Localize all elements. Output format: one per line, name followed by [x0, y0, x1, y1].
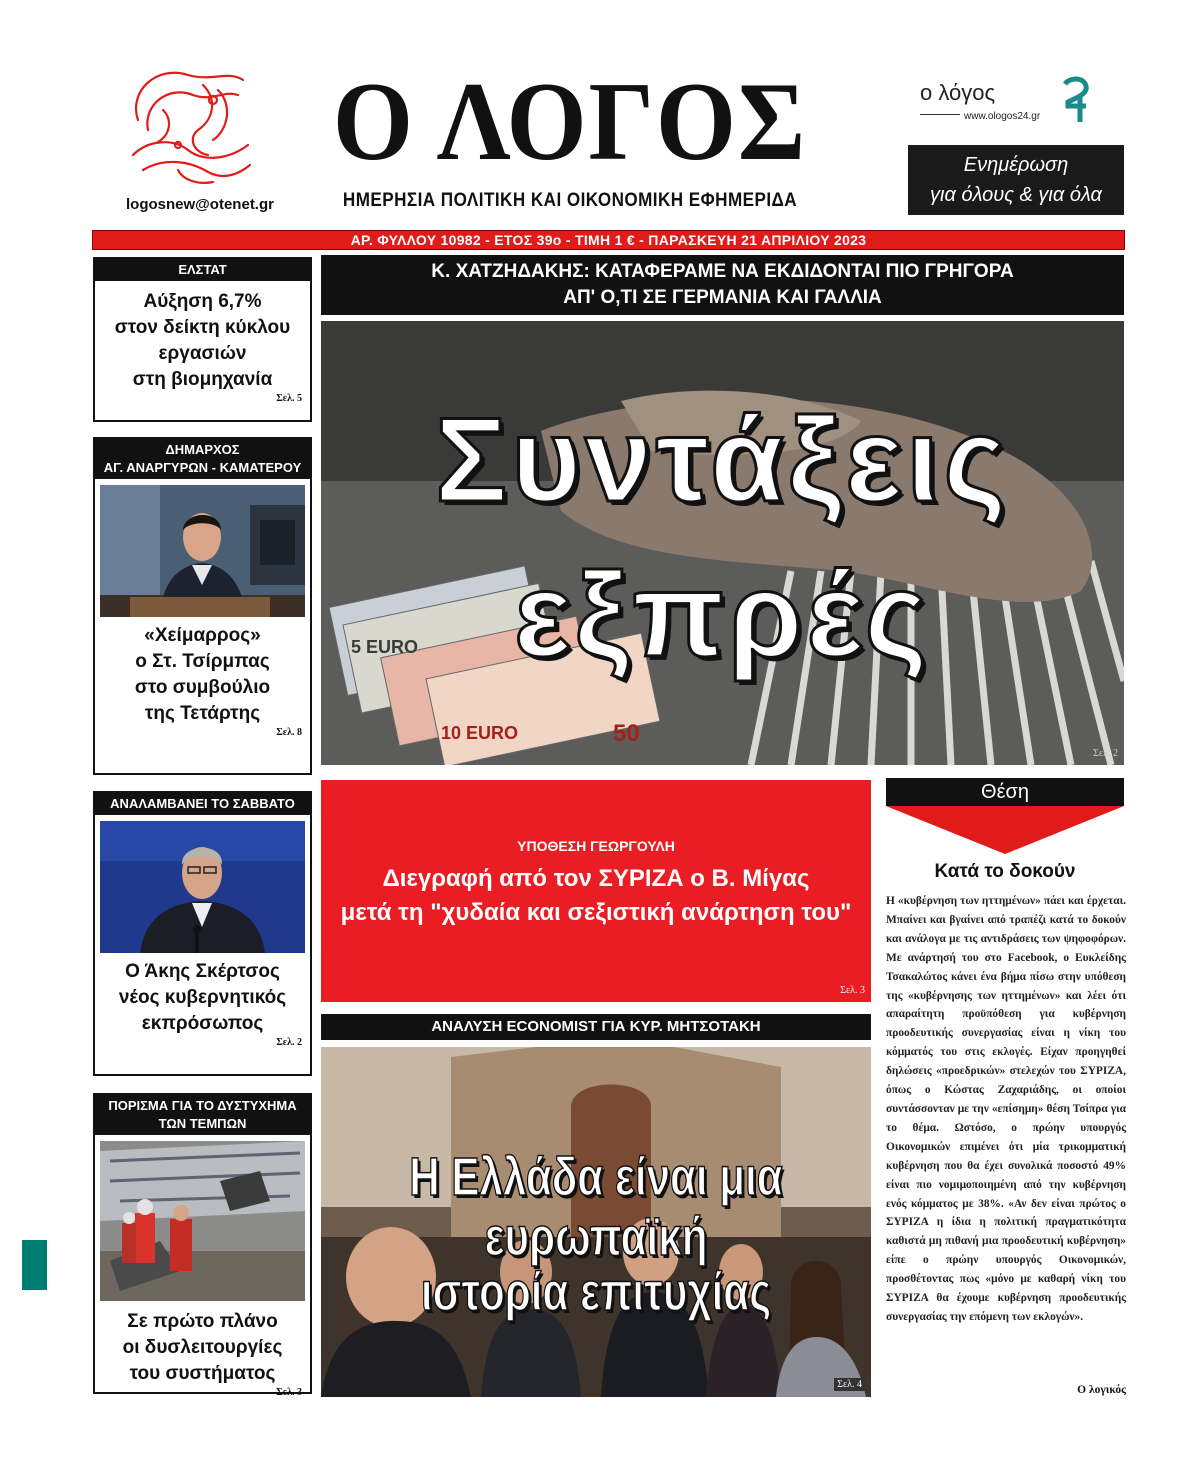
red-story-georgoulis[interactable] — [321, 780, 871, 1002]
spokesman-photo — [100, 821, 305, 953]
economist-story[interactable] — [321, 1047, 871, 1397]
tagline-line-1: Ενημέρωση — [963, 154, 1069, 176]
sidebar-story-text — [95, 959, 310, 1037]
sidebar-story-head — [95, 439, 310, 479]
sidebar-head-line: ΑΓ. ΑΝΑΡΓΥΡΩΝ - ΚΑΜΑΤΕΡΟΥ — [103, 460, 302, 475]
mayor-photo — [100, 485, 305, 617]
ologos24-mark-icon — [1062, 76, 1090, 124]
sidebar-text-line: του συστήματος — [129, 1363, 276, 1384]
ologos24-name: ο λόγος — [920, 80, 996, 105]
sidebar-story-head — [95, 793, 310, 815]
sidebar-page-ref: Σελ. 3 — [276, 1387, 302, 1398]
opinion-author: Ο λογικός — [1077, 1384, 1126, 1396]
sidebar-head-line: ΑΝΑΛΑΜΒΑΝΕΙ ΤΟ ΣΑΒΒΑΤΟ — [110, 796, 295, 811]
sidebar-head-line: ΠΟΡΙΣΜΑ ΓΙΑ ΤΟ ΔΥΣΤΥΧΗΜΑ — [108, 1098, 297, 1113]
logo-illustration — [118, 60, 258, 190]
opinion-arrow-icon — [886, 806, 1124, 854]
ologos24-url[interactable]: www.ologos24.gr — [964, 111, 1041, 122]
banknote-label: 10 EURO — [441, 723, 519, 743]
red-story-headline — [321, 862, 871, 930]
ologos24-brand[interactable] — [920, 80, 1120, 124]
red-story-page-ref: Σελ. 3 — [840, 985, 865, 996]
opinion-section-label: Θέση — [886, 778, 1124, 806]
sidebar-text-line: της Τετάρτης — [144, 703, 261, 724]
sidebar-text-line: νέος κυβερνητικός — [118, 987, 287, 1008]
masthead-email[interactable]: logosnew@otenet.gr — [126, 196, 274, 213]
sidebar-text-line: Ο Άκης Σκέρτσος — [125, 961, 280, 982]
sidebar-story-tempi[interactable] — [93, 1093, 312, 1398]
sidebar-text-line: στη βιομηχανία — [132, 369, 273, 390]
color-registration-mark — [22, 1240, 47, 1290]
economist-page-ref: Σελ. 4 — [834, 1378, 865, 1391]
sidebar-page-ref: Σελ. 5 — [276, 393, 302, 404]
sidebar-text-line: οι δυσλειτουργίες — [122, 1337, 283, 1358]
sidebar-story-text — [95, 623, 310, 727]
banknote-label: 5 EURO — [351, 637, 419, 657]
economist-title-line: ιστορία επιτυχίας — [420, 1262, 772, 1322]
economist-headline-bar[interactable]: ΑΝΑΛΥΣΗ ECONOMIST ΓΙΑ ΚΥΡ. ΜΗΤΣΟΤΑΚΗ — [321, 1014, 871, 1040]
top-headline-bar[interactable] — [321, 255, 1124, 315]
sidebar-story-mayor[interactable] — [93, 437, 312, 775]
economist-title-line: Η Ελλάδα είναι μια ευρωπαϊκή — [409, 1147, 783, 1267]
sidebar-text-line: Σε πρώτο πλάνο — [127, 1311, 278, 1332]
sidebar-story-text — [95, 1309, 310, 1387]
sidebar-head-line: ΕΛΣΤΑΤ — [178, 262, 227, 277]
masthead-subtitle: ΗΜΕΡΗΣΙΑ ΠΟΛΙΤΙΚΗ ΚΑΙ ΟΙΚΟΝΟΜΙΚΗ ΕΦΗΜΕΡΙΔΑ — [342, 190, 798, 211]
sidebar-text-line: ο Στ. Τσίρμπας — [135, 651, 270, 672]
issue-info-bar: ΑΡ. ΦΥΛΛΟΥ 10982 - ΕΤΟΣ 39ο - ΤΙΜΗ 1 € - ΠΑΡΑΣΚΕΥΗ 21 ΑΠΡΙΛΙΟΥ 2023 — [92, 230, 1125, 250]
top-headline-line: Κ. ΧΑΤΖΗΔΑΚΗΣ: ΚΑΤΑΦΕΡΑΜΕ ΝΑ ΕΚΔΙΔΟΝΤΑΙ ΠΙΟ ΓΡΗΓΟΡΑ — [431, 261, 1014, 282]
opinion-body: Η «κυβέρνηση των ηττημένων» πάει και έρχεται. Μπαίνει και βγαίνει από τραπέζι κατά το δοκούν και ανάλογα με τις αντιδράσεις των ψηφοφόρων. Με ανάρτησή του στο Facebook, ο Ευκλείδης Τσακαλώτος κάνει ένα βήμα πίσω στην υπόθεση της «κυβέρνησης των ηττημένων» και λέει ότι απαραίτητη προϋπόθεση για κυβέρνηση προοδευτικής συνεργασίας είναι η νίκη του κόμματός του στις εκλογές. Είχαν προηγηθεί δηλώσεις «προεδρικών» στελεχών του ΣΥΡΙΖΑ, όπως ο Κώστας Ζαχαριάδης, οι οποίοι συντάσσονταν με την «επίσημη» θέση Τσίπρα για το θέμα. Ωστόσο, ο πρώην υπουργός Οικονομικών επιμένει ότι μία τρικομματική κυβέρνηση που θα έχει συνολικά ποσοστό 49% είναι πιο νομιμοποιημένη από την κυβέρνηση ενός κόμματος με 38%. «Αν δεν είναι πρώτος ο ΣΥΡΙΖΑ η ίδια η πολιτική πραγματικότητα καθιστά μη πιθανή μια προοδευτική κυβέρνηση» είπε ο πρώην υπουργός Οικονομικών, προσθέτοντας πως «μόνο με καθαρή νίκη του ΣΥΡΙΖΑ θα έχουμε κυβέρνηση προοδευτικής συνεργασίας την επόμενη των εκλογών». — [886, 895, 1126, 1323]
sidebar-text-line: εργασιών — [158, 343, 247, 364]
red-headline-line: μετά τη "χυδαία και σεξιστική ανάρτηση του" — [340, 899, 852, 926]
tagline-line-2: για όλους & για όλα — [930, 184, 1102, 206]
red-headline-line: Διεγραφή από τον ΣΥΡΙΖΑ ο Β. Μίγας — [382, 865, 810, 892]
sidebar-page-ref: Σελ. 2 — [276, 1037, 302, 1048]
hero-title-line: Συντάξεις — [435, 393, 1010, 527]
hero-photo — [321, 321, 1124, 765]
sidebar-text-line: εκπρόσωπος — [141, 1013, 264, 1034]
sidebar-story-elstat[interactable] — [93, 257, 312, 422]
red-story-kicker: ΥΠΟΘΕΣΗ ΓΕΩΡΓΟΥΛΗ — [517, 838, 675, 854]
ologos24-url-row — [920, 106, 1120, 124]
masthead-title: Ο ΛΟΓΟΣ — [332, 60, 808, 184]
sidebar-text-line: στον δείκτη κύκλου — [114, 317, 291, 338]
sidebar-story-spokesman[interactable] — [93, 791, 312, 1076]
sidebar-story-text — [95, 289, 310, 393]
tagline-box — [908, 145, 1124, 215]
sidebar-text-line: στο συμβούλιο — [134, 677, 271, 698]
hero-story-pensions[interactable] — [321, 321, 1124, 765]
hero-title-line: εξπρές — [513, 548, 932, 682]
hero-page-ref: Σελ. 2 — [1093, 748, 1118, 759]
train-crash-photo — [100, 1141, 305, 1301]
banknote-label: 50 — [613, 720, 640, 747]
sidebar-head-line: ΔΗΜΑΡΧΟΣ — [165, 442, 240, 457]
sidebar-text-line: «Χείμαρρος» — [144, 625, 261, 646]
sidebar-story-head — [95, 1095, 310, 1135]
sidebar-page-ref: Σελ. 8 — [276, 727, 302, 738]
opinion-title[interactable]: Κατά το δοκούν — [934, 861, 1076, 882]
sidebar-head-line: ΤΩΝ ΤΕΜΠΩΝ — [158, 1116, 247, 1131]
sidebar-story-head — [95, 259, 310, 281]
top-headline-line: ΑΠ' Ο,ΤΙ ΣΕ ΓΕΡΜΑΝΙΑ ΚΑΙ ΓΑΛΛΙΑ — [563, 287, 882, 308]
sidebar-text-line: Αύξηση 6,7% — [143, 291, 262, 312]
divider-line — [920, 114, 960, 115]
